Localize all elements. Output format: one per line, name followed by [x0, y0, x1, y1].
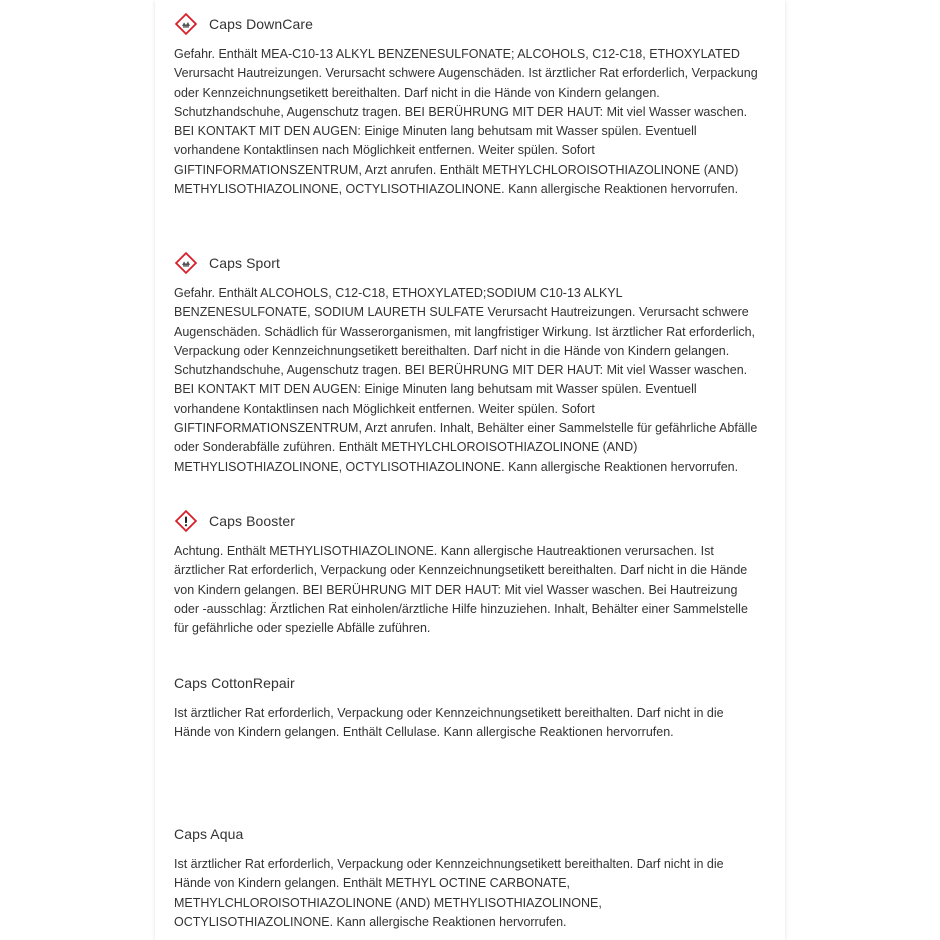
product-section-downcare [174, 12, 759, 199]
product-header [174, 509, 759, 533]
product-safety-text: Achtung. Enthält METHYLISOTHIAZOLINONE. Kann allergische Hautreaktionen verursachen. Ist ärztlicher Rat erforderlich, Verpackung oder Kennzeichnungsetikett bereithalten. Darf nicht in die Hände von Kindern gelangen. BEI BERÜHRUNG MIT DER HAUT: Mit viel Wasser waschen. Bei Hautreizung oder -ausschlag: Ärztlichen Rat einholen/ärztliche Hilfe hinzuziehen. Inhalt, Behälter einer Sammelstelle für gefährliche oder spezielle Abfälle zuführen. [174, 544, 748, 636]
irritant-pictogram-icon [174, 251, 198, 275]
product-title: Caps Sport [209, 255, 281, 271]
product-safety-text: Gefahr. Enthält MEA-C10-13 ALKYL BENZENESULFONATE; ALCOHOLS, C12-C18, ETHOXYLATED Verursacht Hautreizungen. Verursacht schwere Augenschäden. Ist ärztlicher Rat erforderlich, Verpackung oder Kennzeichnungsetikett bereithalten. Darf nicht in die Hände von Kindern gelangen. Schutzhandschuhe, Augenschutz tragen. BEI BERÜHRUNG MIT DER HAUT: Mit viel Wasser waschen. BEI KONTAKT MIT DEN AUGEN: Einige Minuten lang behutsam mit Wasser spülen. Eventuell vorhandene Kontaktlinsen nach Möglichkeit entfernen. Weiter spülen. Sofort GIFTINFORMATIONSZENTRUM, Arzt anrufen. Enthält METHYLCHLOROISOTHIAZOLINONE (AND) METHYLISOTHIAZOLINONE, OCTYLISOTHIAZOLINONE. Kann allergische Reaktionen hervorrufen. [174, 47, 758, 197]
product-section-aqua [174, 822, 759, 932]
exclamation-pictogram-icon [174, 509, 198, 533]
product-safety-text: Ist ärztlicher Rat erforderlich, Verpackung oder Kennzeichnungsetikett bereithalten. Darf nicht in die Hände von Kindern gelangen. Enthält Cellulase. Kann allergische Reaktionen hervorrufen. [174, 706, 724, 740]
product-header [174, 251, 759, 275]
product-title: Caps DownCare [209, 16, 314, 32]
product-title: Caps CottonRepair [174, 675, 295, 691]
irritant-pictogram-icon [174, 12, 198, 36]
product-header [174, 822, 759, 846]
product-section-booster [174, 509, 759, 638]
product-section-sport [174, 251, 759, 477]
product-title: Caps Aqua [174, 826, 244, 842]
product-safety-text: Gefahr. Enthält ALCOHOLS, C12-C18, ETHOXYLATED;SODIUM C10-13 ALKYL BENZENESULFONATE, SODIUM LAURETH SULFATE Verursacht Hautreizungen. Verursacht schwere Augenschäden. Schädlich für Wasserorganismen, mit langfristiger Wirkung. Ist ärztlicher Rat erforderlich, Verpackung oder Kennzeichnungsetikett bereithalten. Darf nicht in die Hände von Kindern gelangen. Schutzhandschuhe, Augenschutz tragen. BEI BERÜHRUNG MIT DER HAUT: Mit viel Wasser waschen. BEI KONTAKT MIT DEN AUGEN: Einige Minuten lang behutsam mit Wasser spülen. Eventuell vorhandene Kontaktlinsen nach Möglichkeit entfernen. Weiter spülen. Sofort GIFTINFORMATIONSZENTRUM, Arzt anrufen. Inhalt, Behälter einer Sammelstelle für gefährliche Abfälle oder Sonderabfälle zuführen. Enthält METHYLCHLOROISOTHIAZOLINONE (AND) METHYLISOTHIAZOLINONE, OCTYLISOTHIAZOLINONE. Kann allergische Reaktionen hervorrufen. [174, 286, 758, 474]
product-header [174, 12, 759, 36]
product-title: Caps Booster [209, 513, 296, 529]
product-header [174, 671, 759, 695]
product-safety-text: Ist ärztlicher Rat erforderlich, Verpackung oder Kennzeichnungsetikett bereithalten. Darf nicht in die Hände von Kindern gelangen. Enthält METHYL OCTINE CARBONATE, METHYLCHLOROISOTHIAZOLINONE (AND) METHYLISOTHIAZOLINONE, OCTYLISOTHIAZOLINONE. Kann allergische Reaktionen hervorrufen. [174, 857, 724, 929]
product-section-cottonrepair [174, 671, 759, 743]
